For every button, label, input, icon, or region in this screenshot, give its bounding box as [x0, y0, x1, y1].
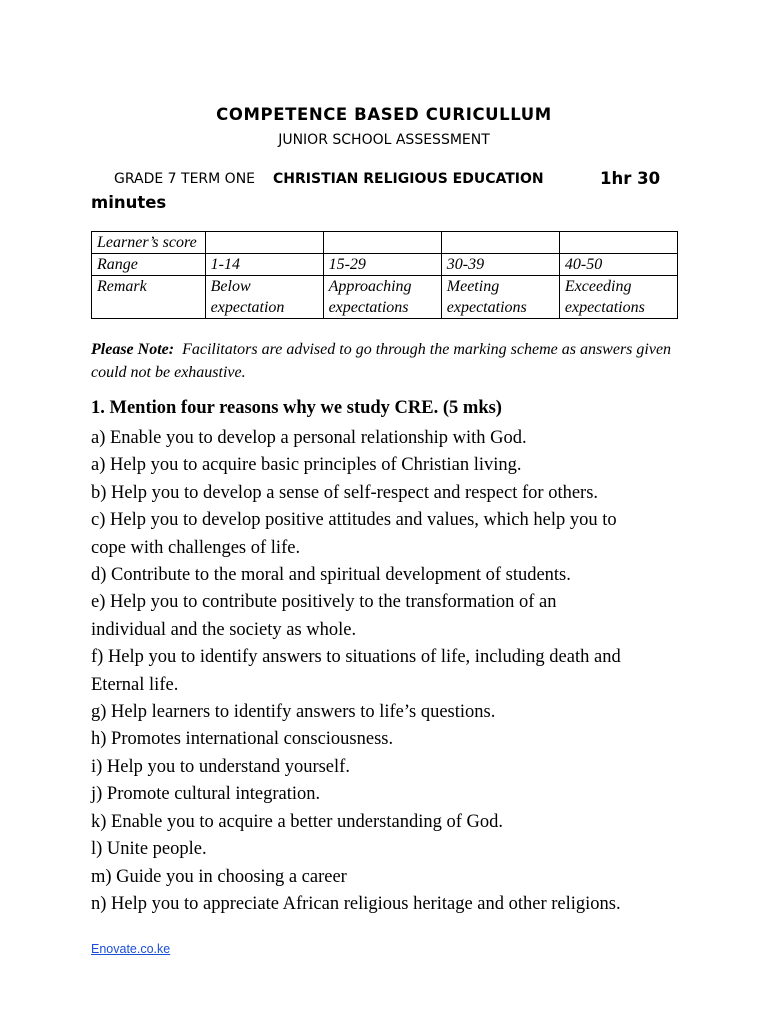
table-row [92, 254, 678, 276]
score-table [91, 231, 678, 319]
answer-line: n) Help you to appreciate African religious heritage and other religions. [91, 893, 621, 914]
table-cell: 30-39 [441, 254, 559, 276]
answer-line: k) Enable you to acquire a better understanding of God. [91, 811, 504, 832]
duration-minutes: minutes [91, 193, 167, 212]
answer-line: l) Unite people. [91, 839, 207, 860]
table-cell [559, 232, 677, 254]
table-cell: Meeting expectations [441, 276, 559, 319]
answer-line: j) Promote cultural integration. [91, 784, 321, 805]
answer-line: b) Help you to develop a sense of self-respect and respect for others. [91, 482, 599, 503]
table-cell [441, 232, 559, 254]
answer-line: h) Promotes international consciousness. [91, 729, 394, 750]
table-cell: Learner’s score [92, 232, 206, 254]
answer-line: cope with challenges of life. [91, 537, 301, 558]
answer-line: m) Guide you in choosing a career [91, 866, 347, 887]
answer-line: d) Contribute to the moral and spiritual development of students. [91, 565, 571, 586]
table-row [92, 232, 678, 254]
table-cell: Approaching expectations [323, 276, 441, 319]
answer-line: e) Help you to contribute positively to the transformation of an [91, 592, 557, 613]
note-text: Facilitators are advised to go through the marking scheme as answers given could not be exhaustive. [91, 341, 672, 381]
answer-line: i) Help you to understand yourself. [91, 756, 350, 777]
duration-hours: 1hr 30 [600, 169, 661, 188]
grade-term: GRADE 7 TERM ONE [114, 171, 256, 187]
table-cell [323, 232, 441, 254]
table-cell: 1-14 [205, 254, 323, 276]
answer-line: g) Help learners to identify answers to life’s questions. [91, 702, 496, 723]
table-cell: 15-29 [323, 254, 441, 276]
note-label: Please Note: [91, 341, 175, 358]
answer-line: a) Help you to acquire basic principles of Christian living. [91, 455, 522, 476]
answer-list [91, 425, 681, 918]
table-cell: 40-50 [559, 254, 677, 276]
question-heading: 1. Mention four reasons why we study CRE. (5 mks) [91, 398, 502, 418]
table-cell [205, 232, 323, 254]
table-cell: Below expectation [205, 276, 323, 319]
answer-line: Eternal life. [91, 674, 179, 695]
document-subtitle: JUNIOR SCHOOL ASSESSMENT [278, 132, 490, 148]
facilitator-note [91, 338, 691, 384]
exam-info-line [114, 171, 544, 187]
table-row [92, 276, 678, 319]
answer-line: c) Help you to develop positive attitudes and values, which help you to [91, 510, 617, 531]
document-title: COMPETENCE BASED CURICULLUM [216, 105, 552, 124]
table-cell: Exceeding expectations [559, 276, 677, 319]
footer-website-link[interactable]: Enovate.co.ke [91, 942, 171, 956]
answer-line: a) Enable you to develop a personal relationship with God. [91, 428, 527, 448]
table-cell: Remark [92, 276, 206, 319]
table-cell: Range [92, 254, 206, 276]
answer-line: individual and the society as whole. [91, 619, 357, 640]
answer-line: f) Help you to identify answers to situations of life, including death and [91, 647, 621, 668]
subject-name: CHRISTIAN RELIGIOUS EDUCATION [273, 171, 544, 187]
